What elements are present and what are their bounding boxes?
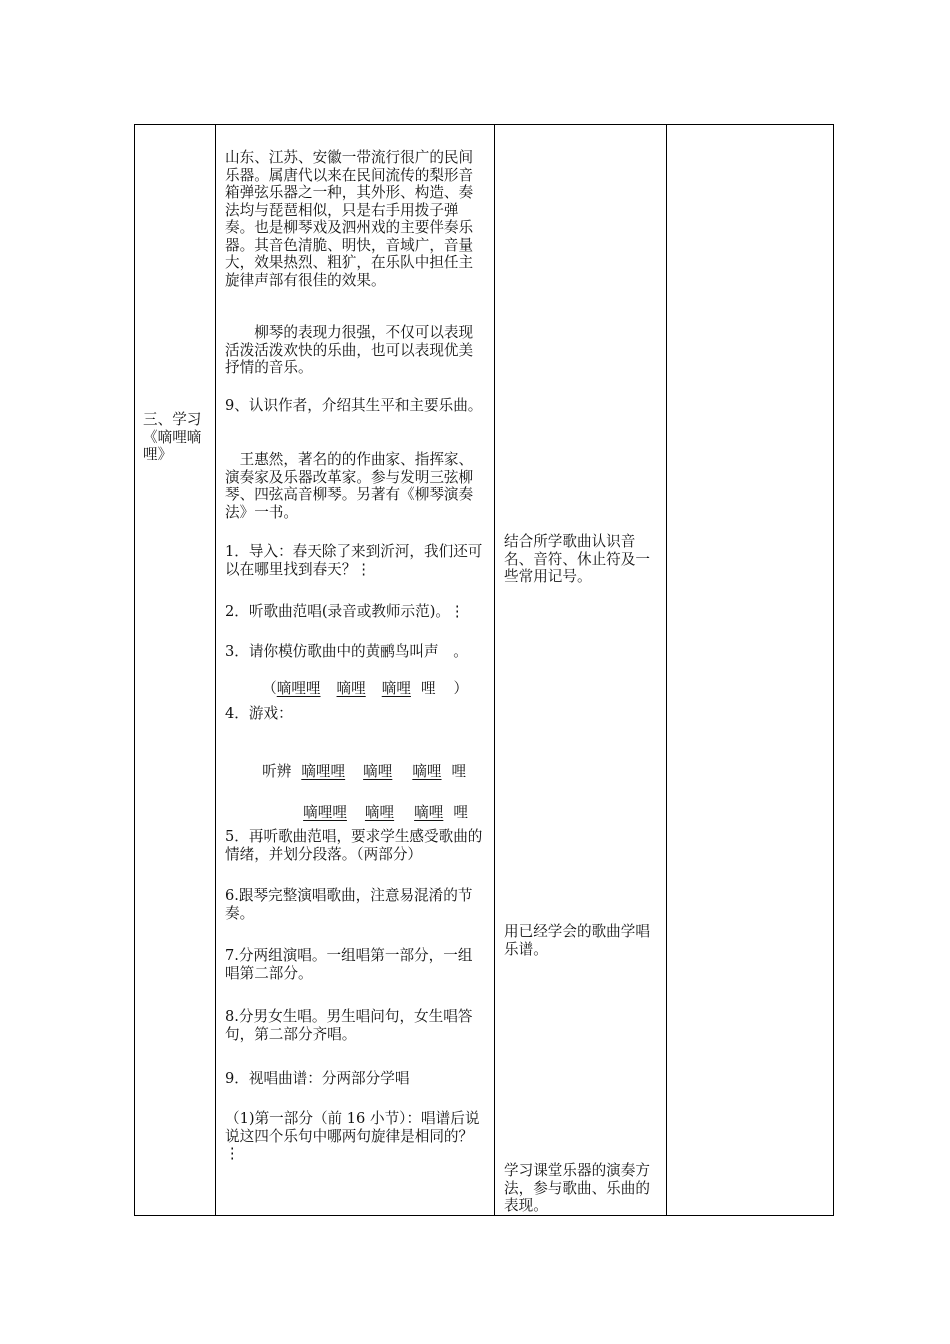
step-boys-girls: 8.分男女生唱。男生唱问句，女生唱答句，第二部分齐唱。 — [225, 1008, 473, 1043]
goal-note-2: 用已经学会的歌曲学唱乐谱。 — [504, 923, 650, 958]
word-li: 哩 — [453, 803, 468, 821]
word-dilili: 嘀哩哩 — [303, 803, 347, 821]
word-li: 哩 — [451, 762, 467, 780]
word-dili: 嘀哩 — [414, 803, 444, 821]
step-part-one: （1)第一部分（前 16 小节）：唱谱后说说这四个乐句中哪两句旋律是相同的？⋮ — [225, 1110, 480, 1162]
paragraph-liuqin-expression: 柳琴的表现力很强，不仅可以表现活泼活泼欢快的乐曲，也可以表现优美抒情的音乐。 — [225, 324, 474, 376]
step-group-sing: 7.分两组演唱。一组唱第一部分，一组唱第二部分。 — [225, 947, 473, 982]
word-dili: 嘀哩 — [412, 762, 442, 780]
step-listen: 2．听歌曲范唱(录音或教师示范)。⋮ — [225, 603, 465, 620]
goal-note-3: 学习课堂乐器的演奏方法，参与歌曲、乐曲的表现。 — [504, 1162, 650, 1214]
step-intro: 1．导入：春天除了来到沂河，我们还可以在哪里找到春天？⋮ — [225, 543, 483, 578]
content-cell — [215, 125, 494, 1215]
paragraph-liuqin-intro: 山东、江苏、安徽一带流行很广的民间乐器。属唐代以来在民间流传的梨形音箱弹弦乐器之一种，其外形、构造、奏法均与琵琶相似，只是右手用拨子弹奏。也是柳琴戏及泗州戏的主要伴奏乐器。其音色清脆、明快，音域广，音量大，效果热烈、粗犷，在乐队中担任主旋律声部有很佳的效果。 — [225, 149, 474, 289]
step-game: 4．游戏： — [225, 705, 293, 722]
word-li: 哩 — [420, 679, 436, 697]
word-dili: 嘀哩 — [336, 679, 366, 697]
step-imitate: 3．请你模仿歌曲中的黄鹂鸟叫声 。 — [225, 643, 468, 660]
word-dilili: 嘀哩哩 — [276, 679, 321, 697]
paragraph-composer-bio: 王惠然，著名的的作曲家、指挥家、演奏家及乐器改革家。参与发明三弦柳琴、四弦高音柳琴。另著有《柳琴演奏法》一书。 — [225, 451, 474, 521]
word-dilili: 嘀哩哩 — [301, 762, 346, 780]
empty-cell — [666, 125, 834, 1215]
section-title: 三、学习《嘀哩嘀哩》 — [143, 411, 202, 463]
paragraph-composer-step: 9、认识作者，介绍其生平和主要乐曲。 — [225, 397, 483, 414]
game-prefix: 听辨 — [262, 762, 292, 780]
section-cell — [135, 125, 215, 1215]
goal-cell — [494, 125, 666, 1215]
lesson-plan-table — [134, 124, 834, 1216]
step-listen-again: 5．再听歌曲范唱，要求学生感受歌曲的情绪，并划分段落。（两部分） — [225, 828, 483, 863]
word-dili: 嘀哩 — [381, 679, 411, 697]
paren-open: （ — [262, 679, 277, 697]
step-sight-sing: 9．视唱曲谱：分两部分学唱 — [225, 1070, 410, 1087]
word-dili: 嘀哩 — [364, 803, 395, 821]
paren-close: ） — [453, 679, 469, 697]
goal-note-1: 结合所学歌曲认识音名、音符、休止符及一些常用记号。 — [504, 533, 650, 585]
word-dili: 嘀哩 — [363, 762, 393, 780]
step-sing-along: 6.跟琴完整演唱歌曲，注意易混淆的节奏。 — [225, 887, 473, 922]
